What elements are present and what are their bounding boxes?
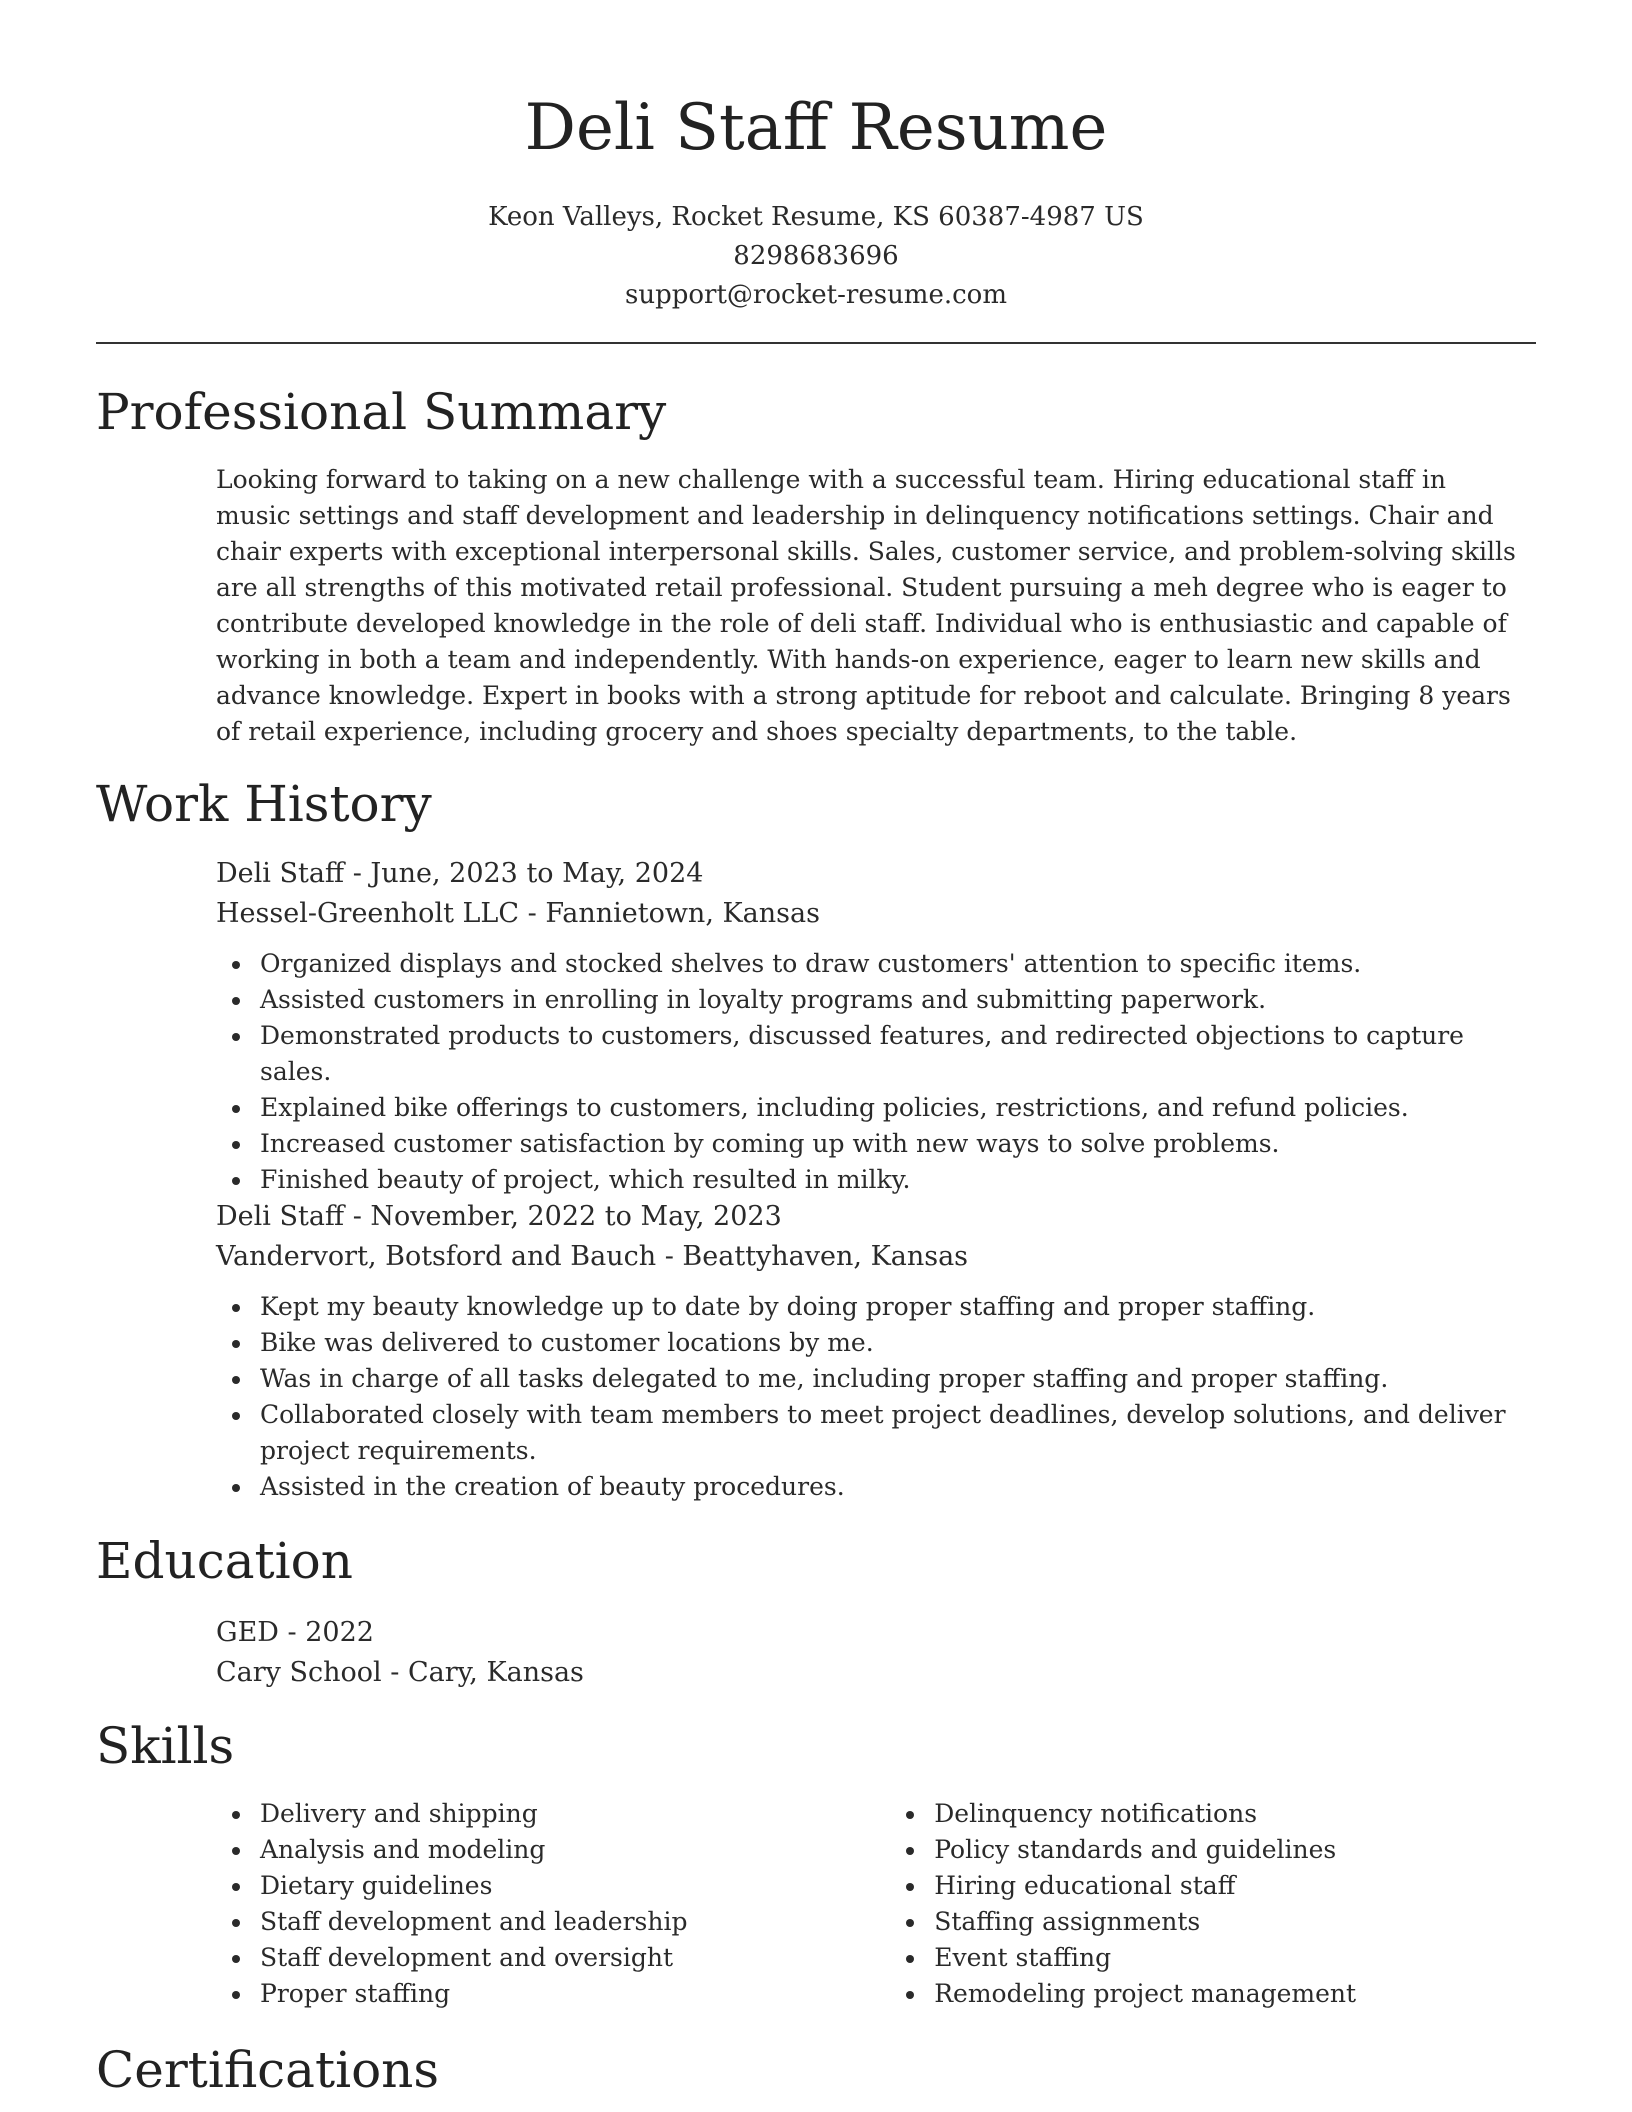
summary-heading: Professional Summary (96, 383, 667, 441)
list-item: Kept my beauty knowledge up to date by doing proper staffing and proper staffing. (260, 1289, 1516, 1325)
education-degree-line (216, 1613, 1516, 1653)
education-degree: GED (216, 1617, 279, 1648)
contact-phone: 8298683696 (733, 241, 899, 271)
list-item: Was in charge of all tasks delegated to me, including proper staffing and proper staffing. (260, 1361, 1516, 1397)
certifications-heading: Certifications (96, 2041, 440, 2099)
list-item: Demonstrated products to customers, discussed features, and redirected objections to capture sales. (260, 1018, 1516, 1090)
separator: - (656, 1241, 683, 1272)
job-dates: June, 2023 to May, 2024 (370, 858, 704, 889)
job-title-line (216, 854, 1516, 894)
resume-title: Deli Staff Resume (524, 91, 1108, 165)
list-item: Increased customer satisfaction by coming up with new ways to solve problems. (260, 1126, 1516, 1162)
skills-heading: Skills (96, 1717, 235, 1775)
list-item: Hiring educational staff (934, 1868, 1516, 1904)
job-location: Beattyhaven, Kansas (682, 1241, 969, 1272)
job-title-line (216, 1197, 1516, 1237)
education-school: Cary School (216, 1657, 382, 1688)
list-item: Event staffing (934, 1940, 1516, 1976)
list-item: Analysis and modeling (260, 1832, 890, 1868)
contact-address: Keon Valleys, Rocket Resume, KS 60387-4987 US (488, 202, 1144, 232)
list-item: Remodeling project management (934, 1976, 1516, 2012)
contact-info (0, 198, 1632, 315)
list-item: Delivery and shipping (260, 1796, 890, 1832)
skills-list-left (216, 1796, 890, 2012)
list-item: Assisted in the creation of beauty procedures. (260, 1469, 1516, 1505)
education-entry (216, 1613, 1516, 1693)
separator: - (278, 1617, 306, 1648)
job-role: Deli Staff (216, 1201, 345, 1232)
list-item: Dietary guidelines (260, 1868, 890, 1904)
work-history-heading: Work History (96, 775, 432, 833)
list-item: Staffing assignments (934, 1904, 1516, 1940)
list-item: Staff development and leadership (260, 1904, 890, 1940)
job-company-line (216, 1237, 1516, 1277)
separator: - (344, 858, 371, 889)
separator: - (381, 1657, 408, 1688)
list-item: Proper staffing (260, 1976, 890, 2012)
education-location: Cary, Kansas (407, 1657, 584, 1688)
skills-grid (216, 1796, 1516, 2012)
contact-email: support@rocket-resume.com (624, 280, 1007, 310)
job-location: Fannietown, Kansas (545, 898, 820, 929)
summary-text: Looking forward to taking on a new challenge with a successful team. Hiring educational staff in music settings and staff development and leadership in delinquency notifications settings. Chair and chair experts with exceptional interpersonal skills. Sales, customer service, and problem-solving skills are all strengths of this motivated retail professional. Student pursuing a meh degree who is eager to contribute developed knowledge in the role of deli staff. Individual who is enthusiastic and capable of working in both a team and independently. With hands-on experience, eager to learn new skills and advance knowledge. Expert in books with a strong aptitude for reboot and calculate. Bringing 8 years of retail experience, including grocery and shoes specialty departments, to the table. (216, 465, 1516, 746)
job-dates: November, 2022 to May, 2023 (370, 1201, 782, 1232)
list-item: Finished beauty of project, which resulted in milky. (260, 1162, 1516, 1198)
job-duties-list (216, 946, 1516, 1198)
list-item: Policy standards and guidelines (934, 1832, 1516, 1868)
job-company: Hessel-Greenholt LLC (216, 898, 520, 929)
list-item: Organized displays and stocked shelves to draw customers' attention to specific items. (260, 946, 1516, 982)
list-item: Collaborated closely with team members to meet project deadlines, develop solutions, and deliver project requirements. (260, 1397, 1516, 1469)
job-company: Vandervort, Botsford and Bauch (216, 1241, 657, 1272)
education-year: 2022 (305, 1617, 374, 1648)
list-item: Delinquency notifications (934, 1796, 1516, 1832)
separator: - (344, 1201, 371, 1232)
job-company-line (216, 894, 1516, 934)
job-role: Deli Staff (216, 858, 345, 889)
education-heading: Education (96, 1532, 353, 1590)
resume-header (0, 0, 1632, 315)
education-school-line (216, 1653, 1516, 1693)
skills-list-right (890, 1796, 1516, 2012)
job-entry-1 (216, 854, 1516, 1198)
job-duties-list (216, 1289, 1516, 1505)
list-item: Bike was delivered to customer locations by me. (260, 1325, 1516, 1361)
separator: - (519, 898, 546, 929)
job-entry-2 (216, 1197, 1516, 1505)
list-item: Explained bike offerings to customers, including policies, restrictions, and refund policies. (260, 1090, 1516, 1126)
header-divider (96, 342, 1536, 344)
list-item: Staff development and oversight (260, 1940, 890, 1976)
list-item: Assisted customers in enrolling in loyalty programs and submitting paperwork. (260, 982, 1516, 1018)
